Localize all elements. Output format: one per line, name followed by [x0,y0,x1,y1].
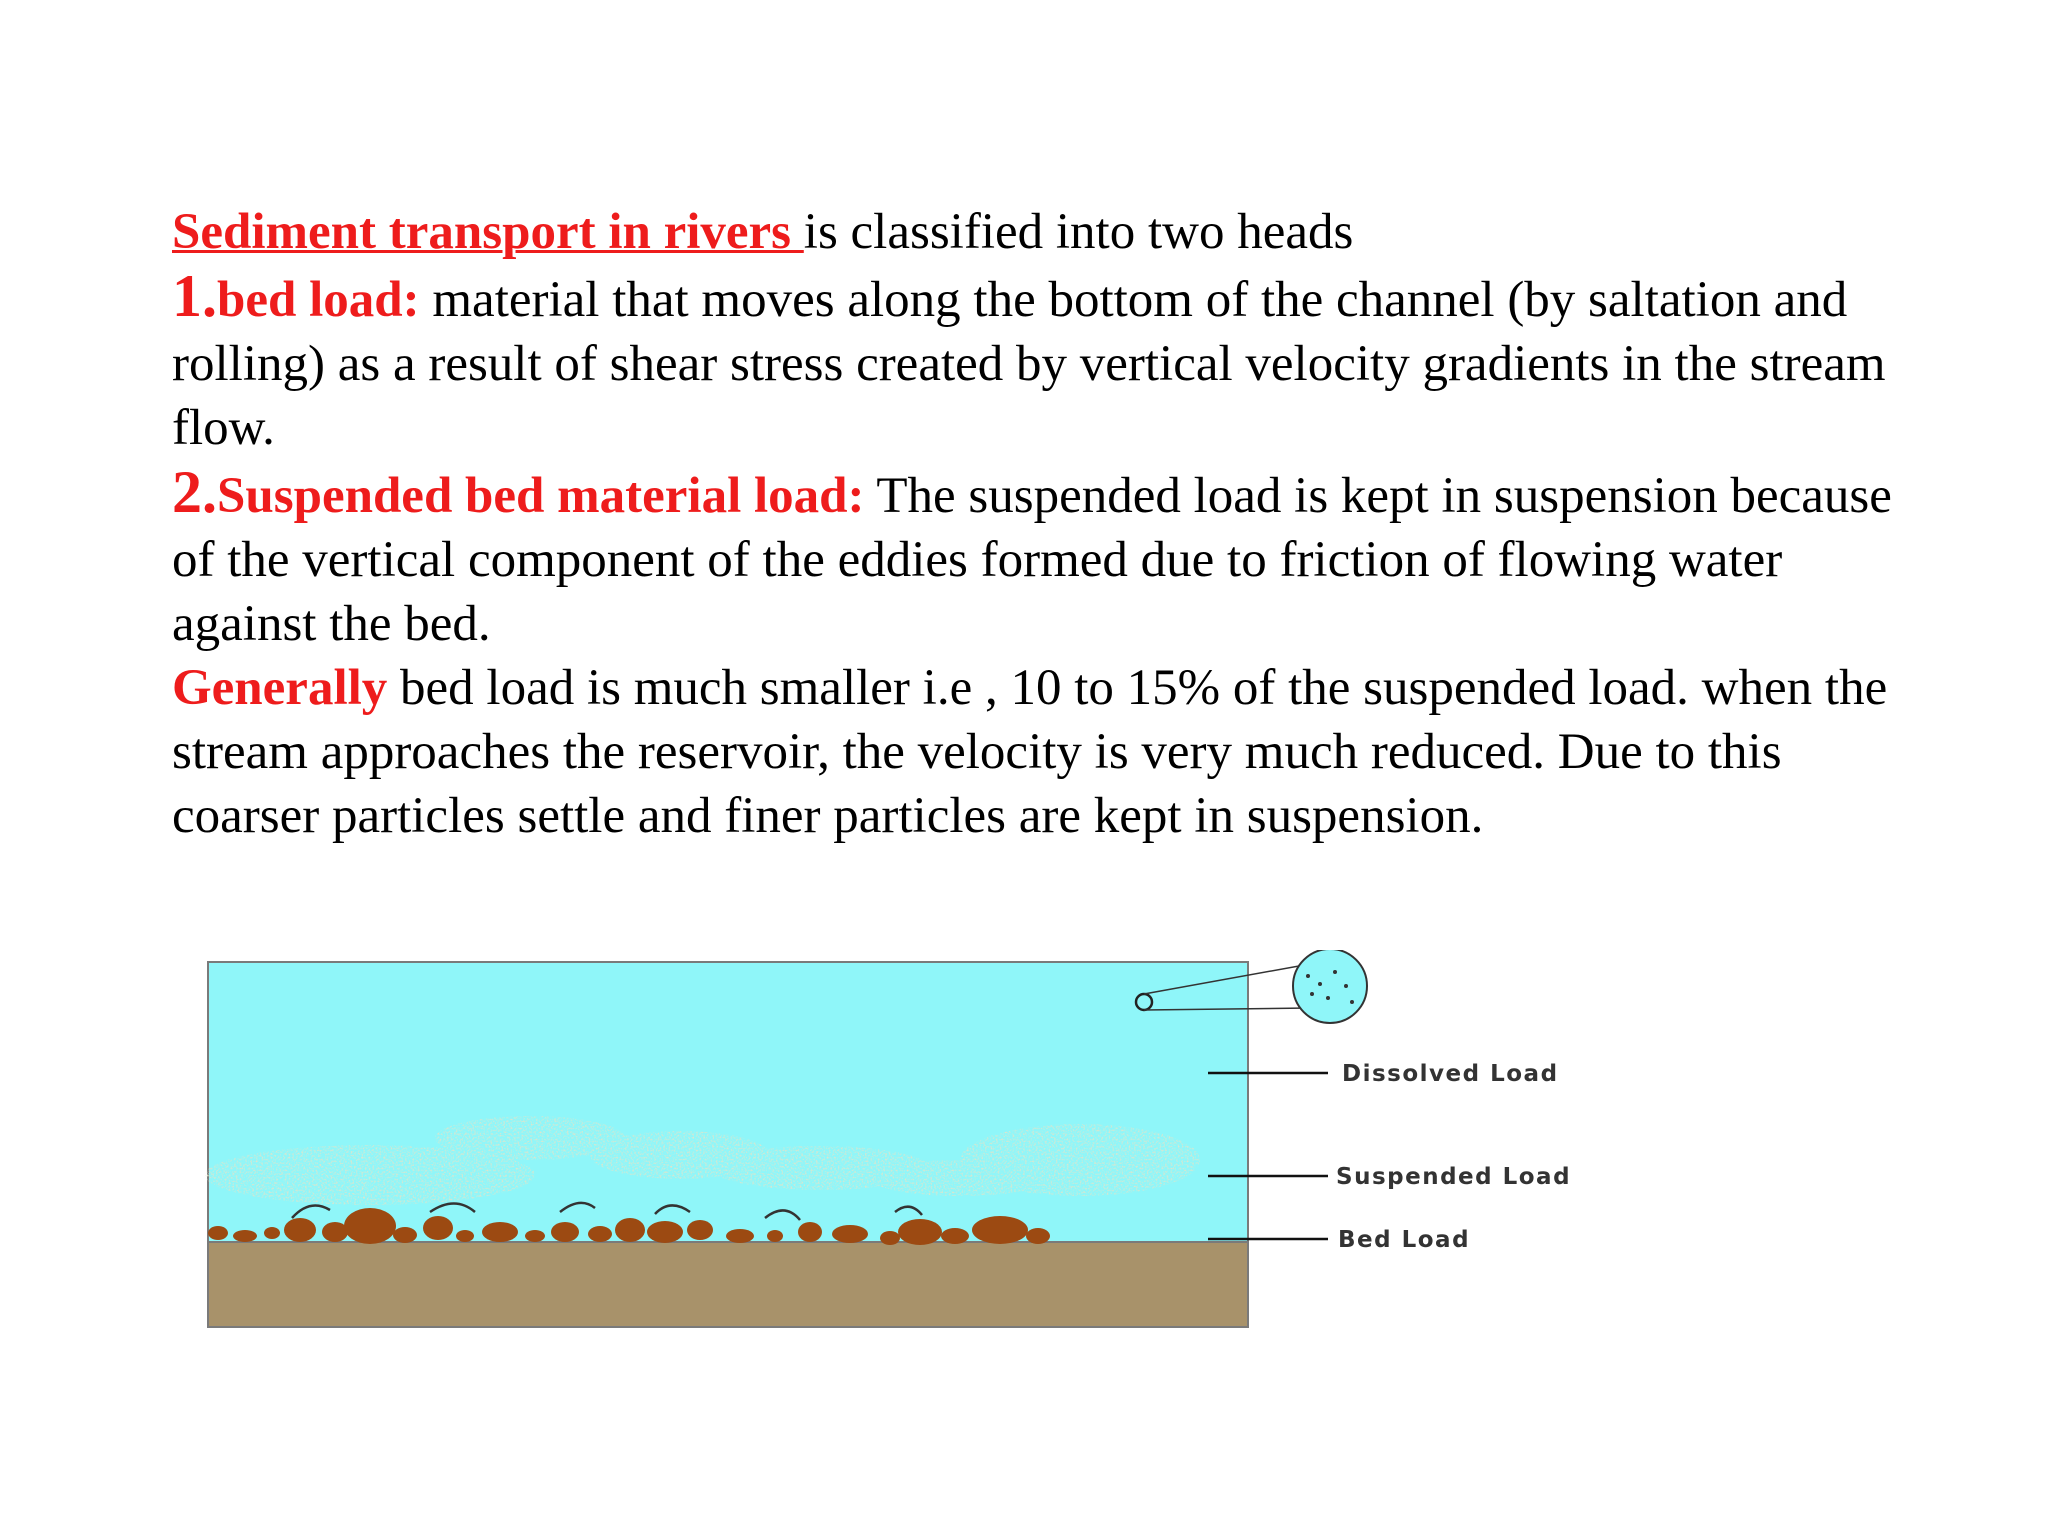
item-bed-load [172,264,1892,460]
heading-rest: is classified into two heads [803,204,1354,260]
generally-paragraph [172,656,1892,848]
text-block [172,200,1892,848]
item-text: material that moves along the bottom of the channel (by saltation and rolling) as a result of shear stress created by vertical velocity gradients in the stream flow. [172,272,1886,456]
intro-line [172,200,1892,264]
item-number: 2. [172,459,217,525]
heading-title: Sediment transport in rivers [172,204,804,260]
item-suspended-load [172,460,1892,656]
item-text: The suspended load is kept in suspension because of the vertical component of the eddies formed due to friction of flowing water against the bed. [172,468,1892,652]
generally-term: Generally [172,660,388,716]
item-term: Suspended bed material load: [217,468,865,524]
sediment-load-diagram [200,950,1650,1360]
bed-load-label: Bed Load [1338,1227,1471,1253]
item-number: 1. [172,263,217,329]
suspended-load-label: Suspended Load [1336,1164,1572,1190]
generally-text: bed load is much smaller i.e , 10 to 15% of the suspended load. when the stream approaches the reservoir, the velocity is very much reduced. Due to this coarser particles settle and finer particles are kept in suspension. [172,660,1888,844]
item-term: bed load: [217,272,420,328]
dissolved-load-label: Dissolved Load [1342,1061,1559,1087]
river-bed [208,1242,1248,1327]
